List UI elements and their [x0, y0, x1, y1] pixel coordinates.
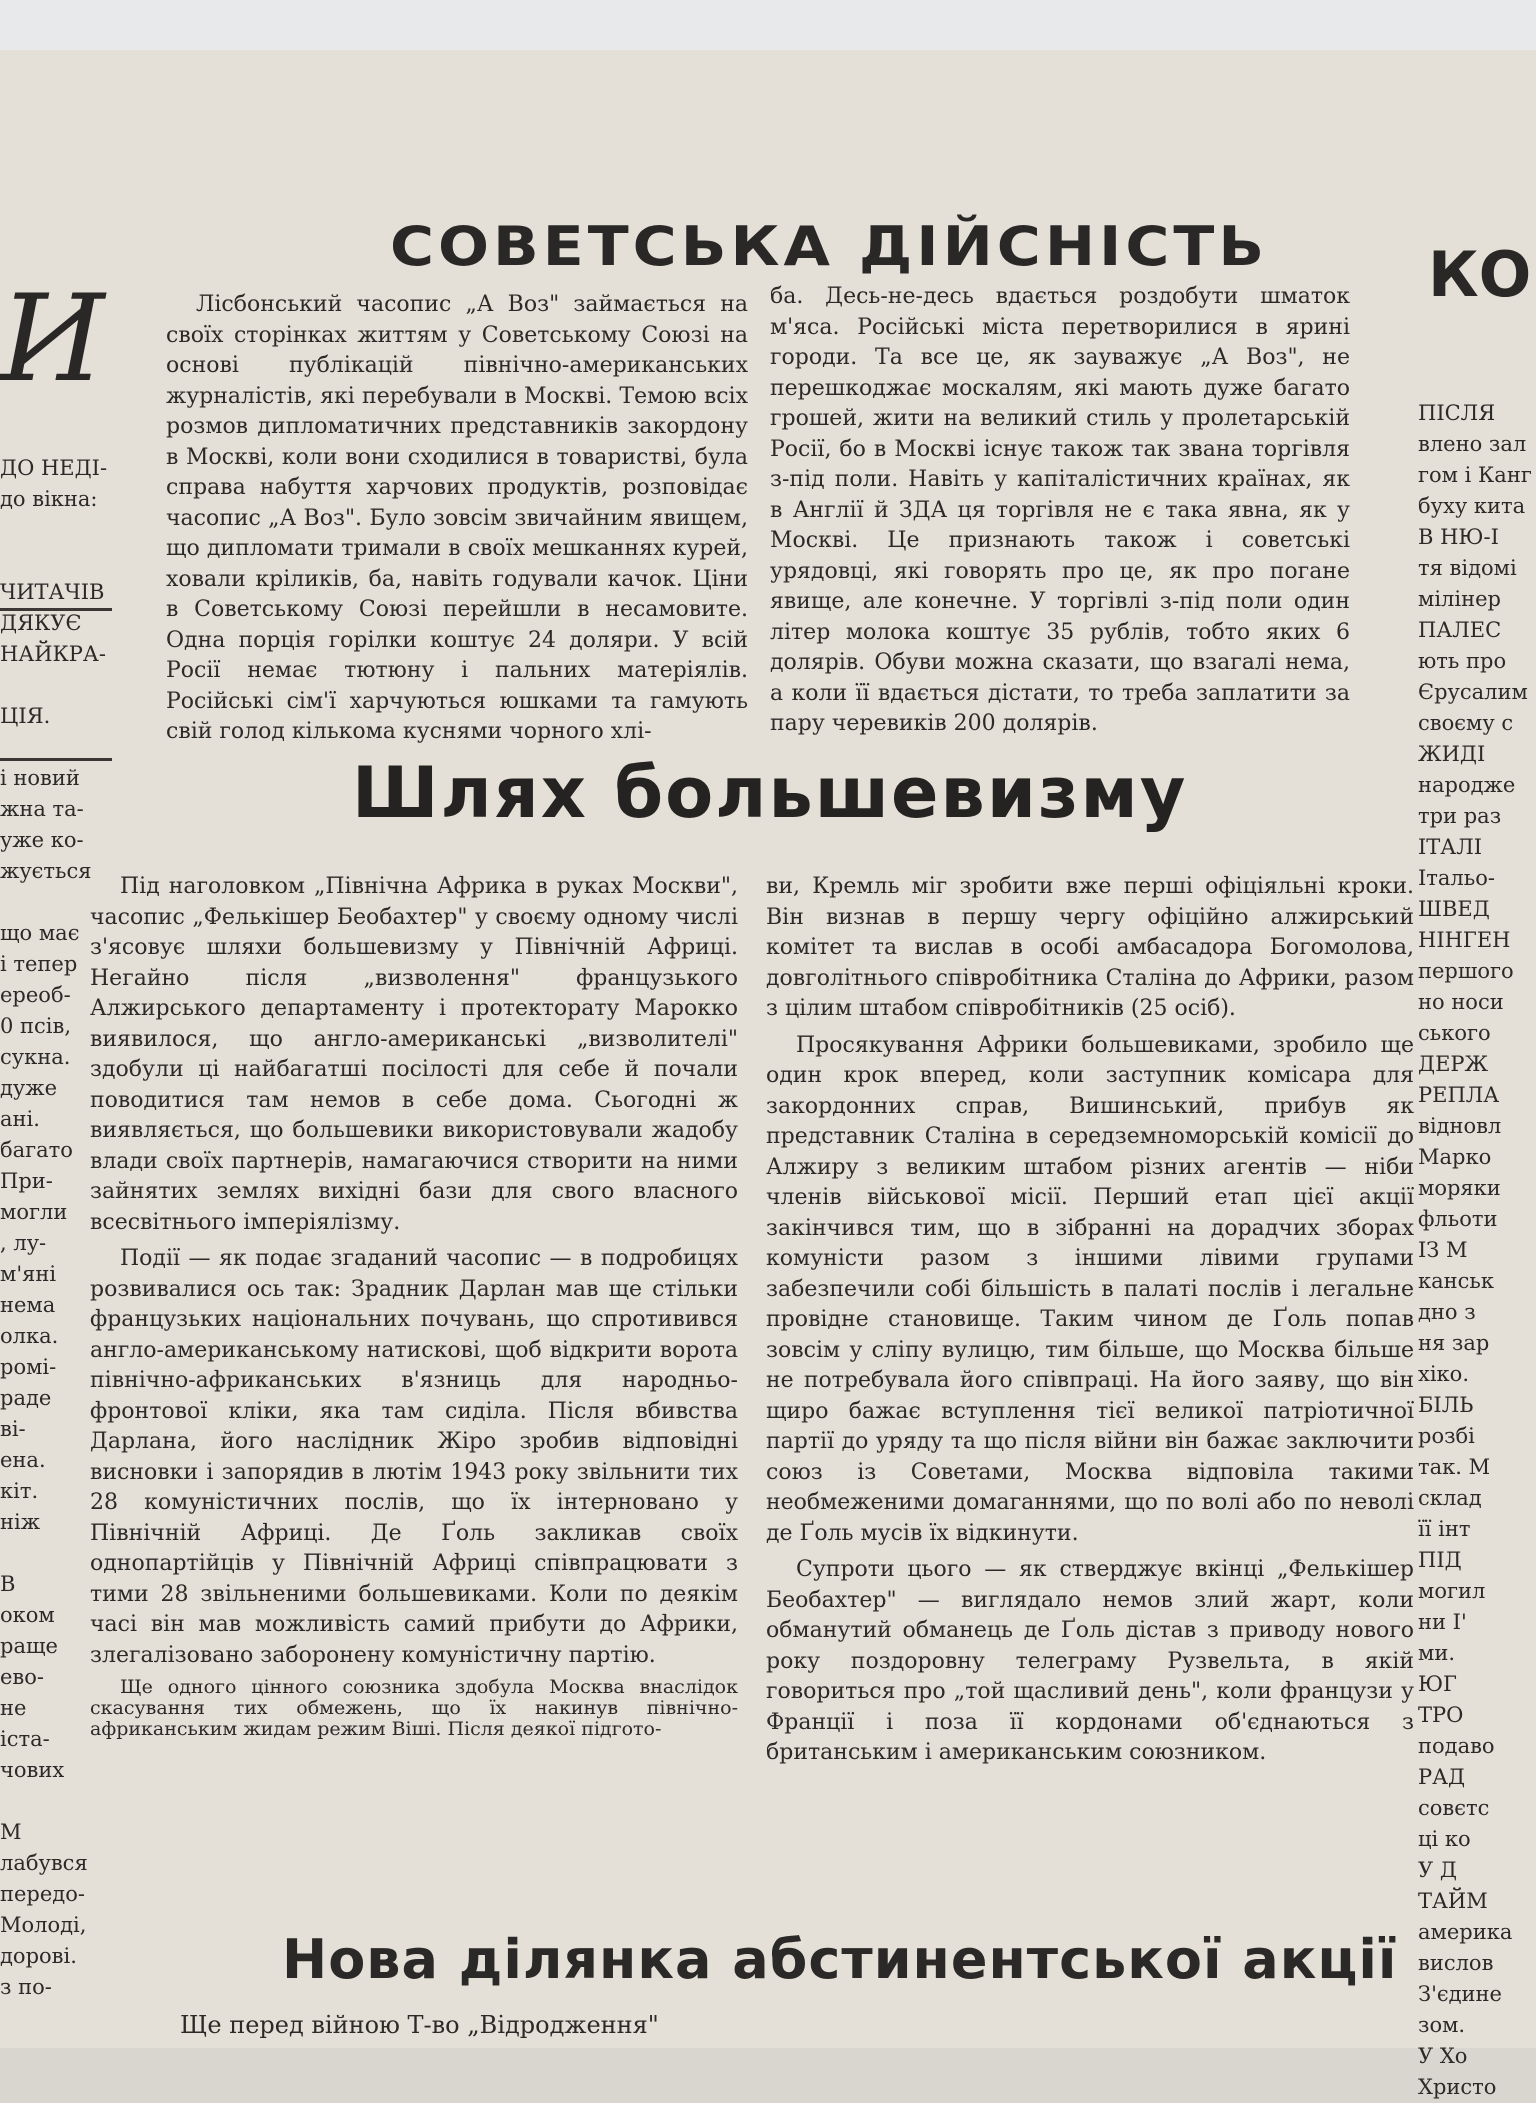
article2-column-2	[766, 872, 1414, 1775]
right-fragment-line: буху кита	[1418, 494, 1526, 518]
right-fragment-line: ни І'	[1418, 1610, 1467, 1634]
right-fragment-line: відновл	[1418, 1114, 1502, 1138]
article3-intro	[150, 2010, 850, 2047]
right-fragment-line: ТРО	[1418, 1703, 1464, 1727]
left-fragment-line: ДО НЕДІ-	[0, 456, 108, 480]
left-fragment-line: , лу-	[0, 1231, 47, 1255]
right-fragment-line: ці ко	[1418, 1827, 1471, 1851]
article2-paragraph: ви, Кремль міг зробити вже перші офіціяльні кроки. Він визнав в першу чергу офіційно алжирський комітет та вислав в особі амбасадора Богомолова, довголітнього співробітника Сталіна до Африки, разом з цілим штабом співробітників (25 осіб).	[766, 874, 1414, 1021]
left-fragment-line: м'яні	[0, 1262, 57, 1286]
left-fragment-line: ереоб-	[0, 983, 71, 1007]
column-rule-left	[0, 608, 112, 611]
right-fragment-line: моряки	[1418, 1176, 1501, 1200]
article2-paragraph: Супроти цього — як стверджує вкінці „Фелькішер Беобахтер" — виглядало немов злий жарт, коли обманутий обманець де Ґоль дістав з приводу нового року поздоровну телеграму Рузвельта, в якій говориться про „той щасливий день", коли французи у Франції і поза її кордонами об'єднаються з британським і американським союзником.	[766, 1557, 1414, 1765]
article1-paragraph: Лісбонський часопис „А Воз" займається на своїх сторінках життям у Советському Союзі на основі публікацій північно-американських журналістів, які перебували в Москві. Темою всіх розмов дипломатичних представників закордону в Москві, коли вони сходилися в товаристві, була справа набуття харчових продуктів, розповідає часопис „А Воз". Було зовсім звичайним явищем, що дипломати тримали в своїх мешканнях курей, ховали кріликів, ба, навіть годували качок. Ціни в Советському Союзі перейшли в несамовите. Одна порція горілки коштує 24 доляри. У всій Росії немає тютюну і пальних матеріялів. Російські сім'ї харчуються юшками та гамують свій голод кількома куснями чорного хлі-	[166, 292, 748, 744]
left-fragment-line: не	[0, 1696, 27, 1720]
right-fragment-line: ШВЕД	[1418, 897, 1490, 921]
left-fragment-line: раще	[0, 1634, 58, 1658]
left-fragment-line: ніж	[0, 1510, 41, 1534]
right-fragment-line: совєтс	[1418, 1796, 1490, 1820]
right-fragment-line: хіко.	[1418, 1362, 1470, 1386]
left-fragment-line: Молоді,	[0, 1913, 87, 1937]
left-fragment-line: ві-	[0, 1417, 26, 1441]
right-fragment-line: ІЗ М	[1418, 1238, 1468, 1262]
headline-third: Нова ділянка абстинентської акції	[282, 1928, 1398, 1991]
right-column-fragment	[1418, 398, 1536, 2103]
right-fragment-line: У Хо	[1418, 2044, 1468, 2068]
right-fragment-line: ми.	[1418, 1641, 1456, 1665]
right-fragment-line: ПАЛЕС	[1418, 618, 1502, 642]
right-fragment-line: У Д	[1418, 1858, 1457, 1882]
left-fragment-line: з по-	[0, 1975, 52, 1999]
right-fragment-line: канськ	[1418, 1269, 1494, 1293]
article1-paragraph: ба. Десь-не-десь вдається роздобути шматок м'яса. Російські міста перетворилися в ярині городи. Та все це, як зауважує „А Воз", не перешкоджає москалям, які мають дуже багато грошей, жити на великий стиль у пролетарській Росії, бо в Москві існує також так звана торгівля з-під поли. Навіть у капіталістичних країнах, як в Англії й ЗДА ця торгівля не є така явна, як у Москві. Це признають також і советські урядовці, які говорять про це, як про погане явище, але конечне. У торгівлі з-під поли один літер молока коштує 35 рублів, тобто яких 6 долярів. Обуви можна сказати, що взагалі нема, а коли її вдається дістати, то треба заплатити за пару черевиків 200 долярів.	[770, 284, 1350, 736]
article2-column-1	[90, 872, 738, 1746]
left-fragment-line: до вікна:	[0, 487, 98, 511]
left-fragment-line: могли	[0, 1200, 68, 1224]
left-fragment-line: кіт.	[0, 1479, 39, 1503]
right-fragment-line: америка	[1418, 1920, 1513, 1944]
left-fragment-line: і новий	[0, 766, 80, 790]
left-fragment-line: нема	[0, 1293, 56, 1317]
article1-column-1	[166, 290, 748, 754]
right-fragment-line: ПІСЛЯ	[1418, 401, 1496, 425]
left-fragment-line: М	[0, 1820, 22, 1844]
left-fragment-line	[0, 546, 132, 577]
right-fragment-line: зом.	[1418, 2013, 1466, 2037]
column-rule-left-2	[0, 758, 112, 761]
decorative-initial-left: И	[0, 270, 105, 409]
left-fragment-line: 0 псів,	[0, 1014, 72, 1038]
left-fragment-line: ево-	[0, 1665, 44, 1689]
headline-main: СОВЕТСЬКА ДІЙСНІСТЬ	[390, 215, 1269, 279]
right-fragment-line: Єрусалим	[1418, 680, 1528, 704]
right-fragment-line: розбі	[1418, 1424, 1475, 1448]
left-fragment-line: що має	[0, 921, 80, 945]
left-fragment-line	[0, 515, 132, 546]
article2-paragraph: Події — як подає згаданий часопис — в подробицях розвивалися ось так: Зрадник Дарлан мав ще стільки французьких національних почувань, що спротивився англо-американському натискові, щоб відкрити ворота північно-африканських в'язниць для народньо-фронтової кліки, яка там сиділа. Після вбивства Дарлана, його наслідник Жіро зробив відповідні висновки і запорядив в лютім 1943 року звільнити тих 28 комуністичних послів, що їх інтерновано у Північній Африці. Де Ґоль закликав своїх однопартійців у Північній Африці співпрацювати з тими 28 звільненими большевиками. Коли по деякім часі він мав можливість самий прибути до Африки, злегалізовано заборонену комуністичну партію.	[90, 1246, 738, 1668]
right-fragment-line: ПІД	[1418, 1548, 1462, 1572]
left-fragment-line	[0, 1786, 132, 1817]
right-fragment-line: фльоти	[1418, 1207, 1498, 1231]
right-fragment-line: своєму с	[1418, 711, 1514, 735]
right-fragment-line: три раз	[1418, 804, 1502, 828]
left-fragment-line: В	[0, 1572, 16, 1596]
right-fragment-line: мілінер	[1418, 587, 1501, 611]
left-fragment-line: ДЯКУЄ	[0, 611, 82, 635]
right-fragment-line: народже	[1418, 773, 1516, 797]
left-fragment-line: багато	[0, 1138, 73, 1162]
right-fragment-line: могил	[1418, 1579, 1486, 1603]
right-fragment-line: першого	[1418, 959, 1514, 983]
right-fragment-line: ЮГ	[1418, 1672, 1457, 1696]
right-fragment-line: ІТАЛІ	[1418, 835, 1483, 859]
right-fragment-line: но носи	[1418, 990, 1504, 1014]
right-fragment-line: подаво	[1418, 1734, 1495, 1758]
headline-second: Шлях большевизму	[352, 752, 1188, 834]
left-fragment-line: раде	[0, 1386, 52, 1410]
right-fragment-line: ТАЙМ	[1418, 1889, 1488, 1913]
left-fragment-line: ані.	[0, 1107, 40, 1131]
article2-small-paragraph: Ще одного цінного союзника здобула Москва внаслідок скасування тих обмежень, що їх накинув північно-африканським жидам режим Віші. Після деякої підгото-	[90, 1676, 738, 1740]
right-fragment-line: вислов	[1418, 1951, 1494, 1975]
right-fragment-line: З'єдине	[1418, 1982, 1502, 2006]
left-fragment-line: уже ко-	[0, 828, 84, 852]
left-fragment-line: При-	[0, 1169, 53, 1193]
left-fragment-line: лабувся	[0, 1851, 88, 1875]
left-fragment-line: ена.	[0, 1448, 46, 1472]
left-fragment-line: оком	[0, 1603, 55, 1627]
left-fragment-line: олка.	[0, 1324, 59, 1348]
decorative-heading-right: КО	[1428, 238, 1532, 311]
right-fragment-line: склад	[1418, 1486, 1482, 1510]
article2-paragraph: Просякування Африки большевиками, зробило ще один крок вперед, коли заступник комісара для закордонних справ, Вишинський, прибув як представник Сталіна в середземноморській комісії до Алжиру з великим штабом різних агентів — ніби членів військової місії. Перший етап цієї акції закінчився тим, що в зібранні на дорадчих зборах комуністи разом з іншими лівими групами забезпечили собі більшість в палаті послів і легальне провідне становище. Таким чином де Ґоль попав зовсім у сліпу вулицю, тим більше, що Москва більше не потребувала його співпраці. На його заяву, що він щиро бажає вступлення тієї великої патріотичної партії до уряду та що після війни він бажає заключити союз із Советами, Москва відповіла такими необмеженими домаганнями, що по волі або по неволі де Ґоль мусів їх відкинути.	[766, 1032, 1414, 1546]
article1-column-2	[770, 282, 1350, 746]
right-fragment-line: ЖИДІ	[1418, 742, 1486, 766]
left-fragment-line: ЧИТАЧІВ	[0, 580, 105, 604]
right-fragment-line: НІНГЕН	[1418, 928, 1511, 952]
right-fragment-line: Італьо-	[1418, 866, 1495, 890]
left-fragment-line: НАЙКРА-	[0, 642, 106, 666]
right-fragment-line: ського	[1418, 1021, 1491, 1045]
article3-paragraph: Ще перед війною Т-во „Відродження"	[180, 2011, 659, 2039]
right-fragment-line: Марко	[1418, 1145, 1492, 1169]
right-fragment-line: ють про	[1418, 649, 1507, 673]
right-fragment-line: РЕПЛА	[1418, 1083, 1500, 1107]
right-fragment-line: її інт	[1418, 1517, 1471, 1541]
left-fragment-line: передо-	[0, 1882, 85, 1906]
left-fragment-line: чових	[0, 1758, 65, 1782]
right-fragment-line: Христо	[1418, 2075, 1497, 2099]
right-fragment-line: В НЮ-І	[1418, 525, 1499, 549]
left-fragment-line: ромі-	[0, 1355, 57, 1379]
left-fragment-line: ЦІЯ.	[0, 704, 51, 728]
right-fragment-line: дно з	[1418, 1300, 1476, 1324]
left-fragment-line: жна та-	[0, 797, 84, 821]
right-fragment-line: так. М	[1418, 1455, 1491, 1479]
left-fragment-line: жується	[0, 859, 92, 883]
left-fragment-line: дуже	[0, 1076, 58, 1100]
right-fragment-line: БІЛЬ	[1418, 1393, 1474, 1417]
right-fragment-line: влено зал	[1418, 432, 1527, 456]
right-fragment-line: ня зар	[1418, 1331, 1490, 1355]
right-fragment-line: ДЕРЖ	[1418, 1052, 1489, 1076]
article2-paragraph: Під наголовком „Північна Африка в руках Москви", часопис „Фелькішер Беобахтер" у своєму одному числі з'ясовує шляхи большевизму у Північній Африці. Негайно після „визволення" французького Алжирського департаменту і протекторату Марокко виявилося, що англо-американські „визволителі" здобули ці найбагатші посілості для себе й почали поводитися там немов в себе дома. Сьогодні ж виявляється, що большевики використовували жадобу влади своїх партнерів, намагаючися створити на ними зайнятих землях вихідні бази для свого власного всесвітнього імперіялізму.	[90, 874, 738, 1235]
left-fragment-line: сукна.	[0, 1045, 71, 1069]
right-fragment-line: РАД	[1418, 1765, 1466, 1789]
left-fragment-line: доровi.	[0, 1944, 77, 1968]
right-fragment-line: гом і Канг	[1418, 463, 1532, 487]
left-fragment-line: і тепер	[0, 952, 78, 976]
left-fragment-line: іста-	[0, 1727, 50, 1751]
left-fragment-line	[0, 670, 132, 701]
right-fragment-line: тя відомі	[1418, 556, 1517, 580]
